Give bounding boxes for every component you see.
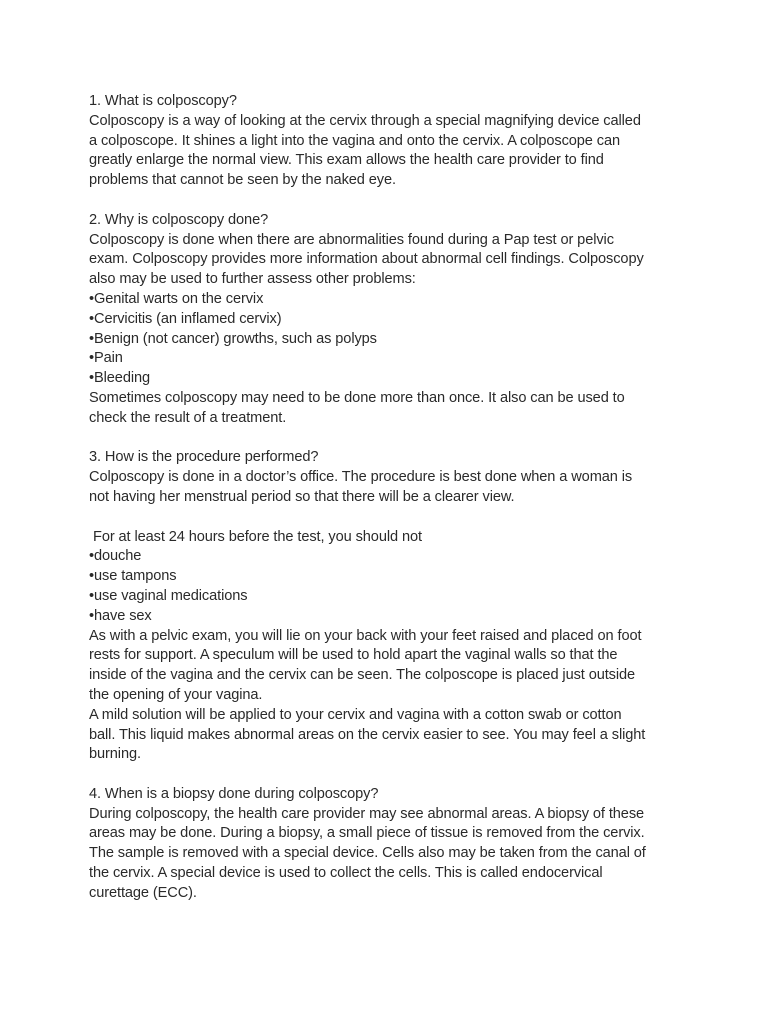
paragraph-line: ball. This liquid makes abnormal areas on the cervix easier to see. You may feel a slight (89, 726, 646, 743)
paragraph-line: not having her menstrual period so that there will be a clearer view. (89, 488, 515, 505)
paragraph-line: As with a pelvic exam, you will lie on your back with your feet raised and placed on foot (89, 627, 642, 644)
paragraph-line: exam. Colposcopy provides more information about abnormal cell findings. Colposcopy (89, 251, 644, 268)
paragraph-line: a colposcope. It shines a light into the vagina and onto the cervix. A colposcope can (89, 132, 621, 149)
section-heading: 2. Why is colposcopy done? (89, 211, 269, 228)
paragraph-line: Colposcopy is a way of looking at the cervix through a special magnifying device called (89, 112, 641, 129)
paragraph-line: The sample is removed with a special device. Cells also may be taken from the canal of (89, 845, 646, 862)
paragraph-line: For at least 24 hours before the test, you should not (93, 528, 422, 545)
paragraph-line: Sometimes colposcopy may need to be done more than once. It also can be used to (89, 389, 625, 406)
section-what-is-colposcopy (89, 92, 689, 191)
paragraph-line: problems that cannot be seen by the naked eye. (89, 172, 396, 189)
section-before-test (89, 528, 689, 766)
bullet-item: •Cervicitis (an inflamed cervix) (89, 310, 282, 327)
paragraph-line: greatly enlarge the normal view. This exam allows the health care provider to find (89, 152, 604, 169)
paragraph-line: Colposcopy is done in a doctor’s office. The procedure is best done when a woman is (89, 469, 633, 486)
section-heading: 4. When is a biopsy done during colposcopy? (89, 785, 379, 802)
section-biopsy (89, 785, 689, 904)
paragraph-line: A mild solution will be applied to your cervix and vagina with a cotton swab or cotton (89, 706, 622, 723)
bullet-item: •have sex (89, 607, 152, 624)
paragraph-line: burning. (89, 746, 141, 763)
paragraph-line: Colposcopy is done when there are abnormalities found during a Pap test or pelvic (89, 231, 614, 248)
bullet-item: •Benign (not cancer) growths, such as polyps (89, 330, 377, 347)
paragraph-line: areas may be done. During a biopsy, a small piece of tissue is removed from the cervix. (89, 825, 645, 842)
paragraph-line: also may be used to further assess other problems: (89, 271, 416, 288)
paragraph-line: During colposcopy, the health care provider may see abnormal areas. A biopsy of these (89, 805, 645, 822)
bullet-item: •Bleeding (89, 370, 151, 387)
section-procedure-performed (89, 448, 689, 507)
paragraph-line: rests for support. A speculum will be used to hold apart the vaginal walls so that the (89, 647, 618, 664)
document-page (89, 92, 689, 923)
bullet-item: •use tampons (89, 568, 177, 585)
paragraph-line: the cervix. A special device is used to collect the cells. This is called endocervical (89, 865, 603, 882)
paragraph-line: curettage (ECC). (89, 884, 197, 901)
bullet-item: •douche (89, 548, 142, 565)
section-why-colposcopy-done (89, 211, 689, 429)
section-heading: 3. How is the procedure performed? (89, 449, 319, 466)
section-heading: 1. What is colposcopy? (89, 93, 237, 109)
paragraph-line: the opening of your vagina. (89, 686, 263, 703)
bullet-item: •Genital warts on the cervix (89, 290, 264, 307)
paragraph-line: inside of the vagina and the cervix can be seen. The colposcope is placed just outside (89, 667, 636, 684)
bullet-item: •use vaginal medications (89, 587, 248, 604)
bullet-item: •Pain (89, 350, 123, 367)
paragraph-line: check the result of a treatment. (89, 409, 287, 426)
